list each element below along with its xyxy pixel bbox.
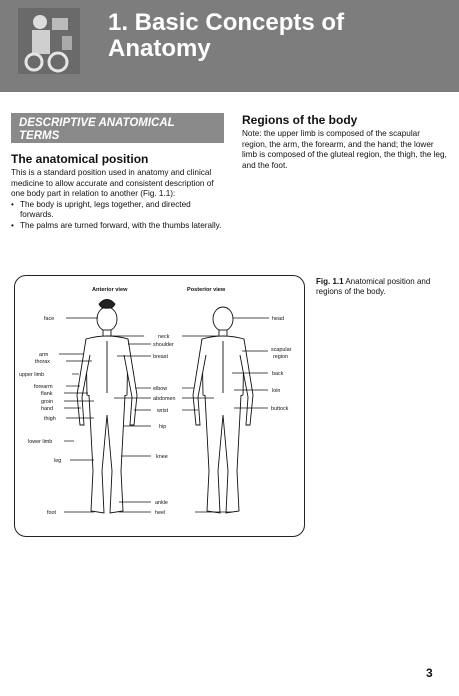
label-wrist: wrist — [157, 408, 169, 414]
label-foot: foot — [47, 510, 56, 516]
section-banner-line2: TERMS — [19, 130, 60, 142]
figure-caption-label: Fig. 1.1 — [316, 277, 344, 286]
anterior-body-figure — [77, 300, 137, 514]
anatomical-position-paragraph: This is a standard position used in anatomy and clinical medicine to allow accurate and consistent description of one body part in relation to another (Fig. 1.1): — [11, 168, 214, 199]
label-buttock: buttock — [271, 406, 289, 412]
label-arm: arm — [39, 352, 49, 358]
label-flank: flank — [41, 391, 53, 397]
chapter-title-line2: Anatomy — [108, 35, 211, 62]
label-thorax: thorax — [35, 359, 50, 365]
figure-caption — [316, 277, 441, 297]
label-leg: leg — [54, 458, 62, 464]
label-thigh: thigh — [44, 416, 56, 422]
label-scapular-region-line2: region — [273, 354, 288, 360]
label-back: back — [272, 371, 284, 377]
label-lower-limb: lower limb — [28, 439, 53, 445]
page-number: 3 — [426, 666, 433, 680]
label-loin: loin — [272, 388, 281, 394]
anatomical-position-text — [11, 168, 226, 232]
label-heel: heel — [155, 510, 166, 516]
body-regions-figure — [14, 275, 305, 537]
posterior-body-figure — [193, 307, 253, 513]
label-knee: knee — [156, 454, 168, 460]
label-abdomen: abdomen — [153, 396, 176, 402]
label-head: head — [272, 316, 284, 322]
label-face: face — [44, 316, 55, 322]
label-hand: hand — [41, 406, 53, 412]
figure-frame — [14, 275, 305, 537]
label-hip: hip — [159, 424, 167, 430]
section-banner — [11, 113, 224, 143]
anatomical-position-bullets — [11, 200, 226, 232]
section-banner-line1: DESCRIPTIVE ANATOMICAL — [19, 117, 175, 129]
regions-heading: Regions of the body — [242, 113, 358, 127]
list-item: • The palms are turned forward, with the thumbs laterally. — [11, 221, 226, 232]
anatomical-position-heading: The anatomical position — [11, 152, 149, 166]
chapter-title-line1: 1. Basic Concepts of — [108, 9, 345, 36]
figure-caption-text: Anatomical position and regions of the body. — [316, 277, 431, 296]
chapter-title — [108, 10, 438, 62]
posterior-view-title: Posterior view — [187, 287, 226, 293]
chapter-emblem-icon — [18, 8, 80, 74]
label-forearm: forearm — [34, 384, 53, 390]
label-breast: breast — [153, 354, 168, 360]
chapter-header — [0, 0, 459, 92]
label-neck: neck — [158, 334, 170, 340]
regions-paragraph: Note: the upper limb is composed of the scapular region, the arm, the forearm, and the hand; the lower limb is composed of the gluteal region, the thigh, the leg, and the foot. — [242, 129, 447, 170]
label-ankle: ankle — [155, 500, 168, 506]
label-groin: groin — [41, 399, 53, 405]
label-elbow: elbow — [153, 386, 168, 392]
list-item: • The body is upright, legs together, and directed forwards. — [11, 200, 226, 221]
label-scapular-region-line1: scapular — [271, 347, 292, 353]
label-upper-limb: upper limb — [19, 372, 45, 378]
label-shoulder: shoulder — [153, 342, 174, 348]
anterior-view-title: Anterior view — [92, 287, 128, 293]
